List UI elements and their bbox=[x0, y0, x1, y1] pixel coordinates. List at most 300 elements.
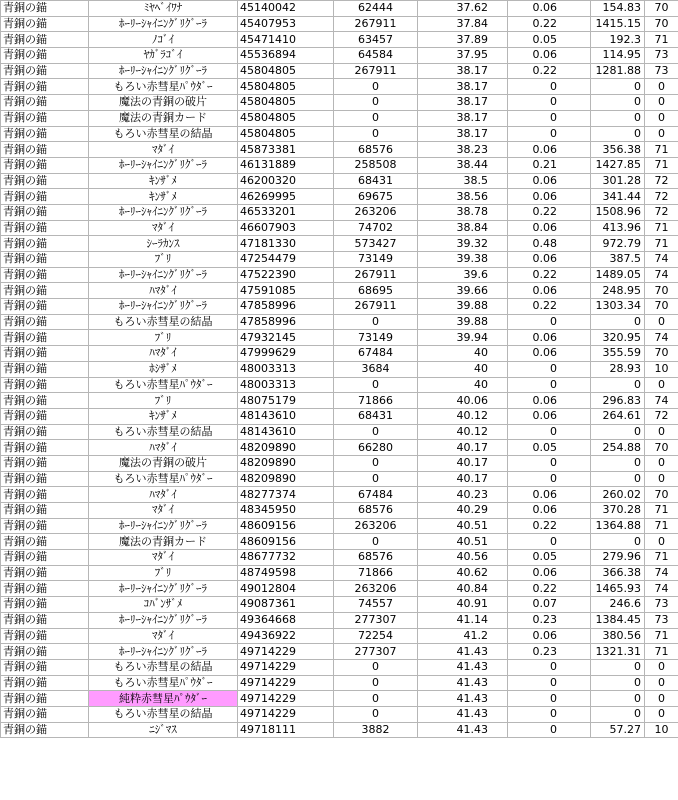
exp-gain-cell[interactable]: 573427 bbox=[334, 236, 418, 252]
exp-gain-cell[interactable]: 3684 bbox=[334, 361, 418, 377]
size-cell[interactable]: 71 bbox=[645, 550, 678, 566]
size-cell[interactable]: 0 bbox=[645, 126, 678, 142]
location-cell[interactable]: 青銅の錨 bbox=[1, 440, 89, 456]
score-cell[interactable]: 1281.88 bbox=[591, 63, 645, 79]
cumulative-exp-cell[interactable]: 47181330 bbox=[238, 236, 334, 252]
item-name-cell[interactable]: ﾊﾏﾀﾞｲ bbox=[89, 487, 238, 503]
exp-gain-cell[interactable]: 74702 bbox=[334, 220, 418, 236]
exp-gain-cell[interactable]: 258508 bbox=[334, 157, 418, 173]
level-progress-cell[interactable]: 41.2 bbox=[418, 628, 508, 644]
score-cell[interactable]: 1508.96 bbox=[591, 204, 645, 220]
cumulative-exp-cell[interactable]: 45407953 bbox=[238, 16, 334, 32]
level-progress-cell[interactable]: 40.17 bbox=[418, 471, 508, 487]
rate-cell[interactable]: 0.23 bbox=[508, 644, 591, 660]
cumulative-exp-cell[interactable]: 45804805 bbox=[238, 95, 334, 111]
cumulative-exp-cell[interactable]: 46533201 bbox=[238, 204, 334, 220]
size-cell[interactable]: 70 bbox=[645, 1, 678, 17]
rate-cell[interactable]: 0.05 bbox=[508, 440, 591, 456]
item-name-cell[interactable]: ﾎｰﾘｰｼｬｲﾆﾝｸﾞﾘｸﾞｰﾗ bbox=[89, 157, 238, 173]
cumulative-exp-cell[interactable]: 45804805 bbox=[238, 126, 334, 142]
location-cell[interactable]: 青銅の錨 bbox=[1, 644, 89, 660]
size-cell[interactable]: 0 bbox=[645, 110, 678, 126]
score-cell[interactable]: 0 bbox=[591, 95, 645, 111]
score-cell[interactable]: 1427.85 bbox=[591, 157, 645, 173]
cumulative-exp-cell[interactable]: 48677732 bbox=[238, 550, 334, 566]
exp-gain-cell[interactable]: 0 bbox=[334, 377, 418, 393]
level-progress-cell[interactable]: 38.44 bbox=[418, 157, 508, 173]
exp-gain-cell[interactable]: 73149 bbox=[334, 252, 418, 268]
level-progress-cell[interactable]: 39.88 bbox=[418, 314, 508, 330]
rate-cell[interactable]: 0 bbox=[508, 361, 591, 377]
level-progress-cell[interactable]: 38.23 bbox=[418, 142, 508, 158]
size-cell[interactable]: 73 bbox=[645, 63, 678, 79]
location-cell[interactable]: 青銅の錨 bbox=[1, 612, 89, 628]
item-name-cell[interactable]: もろい赤彗星の結晶 bbox=[89, 314, 238, 330]
item-name-cell[interactable]: ﾎｰﾘｰｼｬｲﾆﾝｸﾞﾘｸﾞｰﾗ bbox=[89, 267, 238, 283]
exp-gain-cell[interactable]: 0 bbox=[334, 79, 418, 95]
item-name-cell[interactable]: もろい赤彗星の結晶 bbox=[89, 126, 238, 142]
item-name-cell[interactable]: ｷﾝｻﾞﾒ bbox=[89, 189, 238, 205]
item-name-cell[interactable]: ﾎｰﾘｰｼｬｲﾆﾝｸﾞﾘｸﾞｰﾗ bbox=[89, 63, 238, 79]
rate-cell[interactable]: 0.06 bbox=[508, 189, 591, 205]
exp-gain-cell[interactable]: 0 bbox=[334, 126, 418, 142]
location-cell[interactable]: 青銅の錨 bbox=[1, 487, 89, 503]
level-progress-cell[interactable]: 37.95 bbox=[418, 48, 508, 64]
level-progress-cell[interactable]: 40.84 bbox=[418, 581, 508, 597]
exp-gain-cell[interactable]: 267911 bbox=[334, 63, 418, 79]
location-cell[interactable]: 青銅の錨 bbox=[1, 581, 89, 597]
item-name-cell[interactable]: ﾏﾀﾞｲ bbox=[89, 550, 238, 566]
exp-gain-cell[interactable]: 277307 bbox=[334, 612, 418, 628]
size-cell[interactable]: 74 bbox=[645, 565, 678, 581]
location-cell[interactable]: 青銅の錨 bbox=[1, 142, 89, 158]
level-progress-cell[interactable]: 37.89 bbox=[418, 32, 508, 48]
level-progress-cell[interactable]: 38.17 bbox=[418, 95, 508, 111]
size-cell[interactable]: 73 bbox=[645, 597, 678, 613]
size-cell[interactable]: 0 bbox=[645, 534, 678, 550]
score-cell[interactable]: 1465.93 bbox=[591, 581, 645, 597]
location-cell[interactable]: 青銅の錨 bbox=[1, 597, 89, 613]
cumulative-exp-cell[interactable]: 49364668 bbox=[238, 612, 334, 628]
size-cell[interactable]: 71 bbox=[645, 236, 678, 252]
size-cell[interactable]: 73 bbox=[645, 48, 678, 64]
rate-cell[interactable]: 0.06 bbox=[508, 503, 591, 519]
size-cell[interactable]: 71 bbox=[645, 503, 678, 519]
item-name-cell[interactable]: もろい赤彗星ﾊﾟｳﾀﾞｰ bbox=[89, 471, 238, 487]
exp-gain-cell[interactable]: 71866 bbox=[334, 393, 418, 409]
cumulative-exp-cell[interactable]: 47932145 bbox=[238, 330, 334, 346]
rate-cell[interactable]: 0.06 bbox=[508, 487, 591, 503]
size-cell[interactable]: 74 bbox=[645, 393, 678, 409]
size-cell[interactable]: 0 bbox=[645, 706, 678, 722]
cumulative-exp-cell[interactable]: 47999629 bbox=[238, 346, 334, 362]
exp-gain-cell[interactable]: 267911 bbox=[334, 299, 418, 315]
rate-cell[interactable]: 0 bbox=[508, 314, 591, 330]
cumulative-exp-cell[interactable]: 45471410 bbox=[238, 32, 334, 48]
exp-gain-cell[interactable]: 67484 bbox=[334, 346, 418, 362]
level-progress-cell[interactable]: 40.17 bbox=[418, 440, 508, 456]
level-progress-cell[interactable]: 37.62 bbox=[418, 1, 508, 17]
location-cell[interactable]: 青銅の錨 bbox=[1, 628, 89, 644]
exp-gain-cell[interactable]: 71866 bbox=[334, 565, 418, 581]
size-cell[interactable]: 10 bbox=[645, 361, 678, 377]
item-name-cell[interactable]: ﾎｰﾘｰｼｬｲﾆﾝｸﾞﾘｸﾞｰﾗ bbox=[89, 612, 238, 628]
cumulative-exp-cell[interactable]: 49714229 bbox=[238, 659, 334, 675]
score-cell[interactable]: 387.5 bbox=[591, 252, 645, 268]
score-cell[interactable]: 0 bbox=[591, 675, 645, 691]
score-cell[interactable]: 264.61 bbox=[591, 408, 645, 424]
location-cell[interactable]: 青銅の錨 bbox=[1, 565, 89, 581]
item-name-cell[interactable]: ｷﾝｻﾞﾒ bbox=[89, 408, 238, 424]
location-cell[interactable]: 青銅の錨 bbox=[1, 48, 89, 64]
rate-cell[interactable]: 0.06 bbox=[508, 1, 591, 17]
size-cell[interactable]: 0 bbox=[645, 377, 678, 393]
item-name-cell[interactable]: 魔法の青銅の破片 bbox=[89, 455, 238, 471]
rate-cell[interactable]: 0.06 bbox=[508, 283, 591, 299]
level-progress-cell[interactable]: 38.17 bbox=[418, 110, 508, 126]
location-cell[interactable]: 青銅の錨 bbox=[1, 95, 89, 111]
rate-cell[interactable]: 0 bbox=[508, 675, 591, 691]
exp-gain-cell[interactable]: 66280 bbox=[334, 440, 418, 456]
exp-gain-cell[interactable]: 0 bbox=[334, 706, 418, 722]
exp-gain-cell[interactable]: 277307 bbox=[334, 644, 418, 660]
rate-cell[interactable]: 0.06 bbox=[508, 173, 591, 189]
rate-cell[interactable]: 0 bbox=[508, 377, 591, 393]
level-progress-cell[interactable]: 38.17 bbox=[418, 126, 508, 142]
location-cell[interactable]: 青銅の錨 bbox=[1, 299, 89, 315]
item-name-cell[interactable]: ﾎｰﾘｰｼｬｲﾆﾝｸﾞﾘｸﾞｰﾗ bbox=[89, 518, 238, 534]
exp-gain-cell[interactable]: 62444 bbox=[334, 1, 418, 17]
exp-gain-cell[interactable]: 68576 bbox=[334, 503, 418, 519]
level-progress-cell[interactable]: 39.32 bbox=[418, 236, 508, 252]
size-cell[interactable]: 0 bbox=[645, 79, 678, 95]
location-cell[interactable]: 青銅の錨 bbox=[1, 377, 89, 393]
cumulative-exp-cell[interactable]: 48345950 bbox=[238, 503, 334, 519]
level-progress-cell[interactable]: 40.06 bbox=[418, 393, 508, 409]
rate-cell[interactable]: 0.06 bbox=[508, 330, 591, 346]
exp-gain-cell[interactable]: 72254 bbox=[334, 628, 418, 644]
score-cell[interactable]: 301.28 bbox=[591, 173, 645, 189]
cumulative-exp-cell[interactable]: 48209890 bbox=[238, 440, 334, 456]
cumulative-exp-cell[interactable]: 46131889 bbox=[238, 157, 334, 173]
location-cell[interactable]: 青銅の錨 bbox=[1, 691, 89, 707]
size-cell[interactable]: 71 bbox=[645, 32, 678, 48]
score-cell[interactable]: 1415.15 bbox=[591, 16, 645, 32]
item-name-cell[interactable]: ﾎｰﾘｰｼｬｲﾆﾝｸﾞﾘｸﾞｰﾗ bbox=[89, 299, 238, 315]
size-cell[interactable]: 0 bbox=[645, 314, 678, 330]
size-cell[interactable]: 0 bbox=[645, 455, 678, 471]
item-name-cell[interactable]: ﾏﾀﾞｲ bbox=[89, 220, 238, 236]
location-cell[interactable]: 青銅の錨 bbox=[1, 550, 89, 566]
rate-cell[interactable]: 0 bbox=[508, 722, 591, 738]
score-cell[interactable]: 246.6 bbox=[591, 597, 645, 613]
score-cell[interactable]: 1489.05 bbox=[591, 267, 645, 283]
cumulative-exp-cell[interactable]: 48143610 bbox=[238, 424, 334, 440]
size-cell[interactable]: 0 bbox=[645, 424, 678, 440]
item-name-cell[interactable]: ﾊﾏﾀﾞｲ bbox=[89, 283, 238, 299]
location-cell[interactable]: 青銅の錨 bbox=[1, 204, 89, 220]
location-cell[interactable]: 青銅の錨 bbox=[1, 283, 89, 299]
size-cell[interactable]: 71 bbox=[645, 644, 678, 660]
cumulative-exp-cell[interactable]: 49714229 bbox=[238, 706, 334, 722]
score-cell[interactable]: 28.93 bbox=[591, 361, 645, 377]
score-cell[interactable]: 370.28 bbox=[591, 503, 645, 519]
score-cell[interactable]: 57.27 bbox=[591, 722, 645, 738]
level-progress-cell[interactable]: 41.43 bbox=[418, 659, 508, 675]
level-progress-cell[interactable]: 40.12 bbox=[418, 424, 508, 440]
exp-gain-cell[interactable]: 63457 bbox=[334, 32, 418, 48]
rate-cell[interactable]: 0.06 bbox=[508, 252, 591, 268]
rate-cell[interactable]: 0.06 bbox=[508, 142, 591, 158]
level-progress-cell[interactable]: 40.56 bbox=[418, 550, 508, 566]
exp-gain-cell[interactable]: 267911 bbox=[334, 16, 418, 32]
size-cell[interactable]: 71 bbox=[645, 157, 678, 173]
exp-gain-cell[interactable]: 0 bbox=[334, 424, 418, 440]
level-progress-cell[interactable]: 40.29 bbox=[418, 503, 508, 519]
size-cell[interactable]: 74 bbox=[645, 330, 678, 346]
level-progress-cell[interactable]: 40.91 bbox=[418, 597, 508, 613]
score-cell[interactable]: 0 bbox=[591, 314, 645, 330]
cumulative-exp-cell[interactable]: 45804805 bbox=[238, 79, 334, 95]
exp-gain-cell[interactable]: 0 bbox=[334, 110, 418, 126]
level-progress-cell[interactable]: 40.51 bbox=[418, 518, 508, 534]
size-cell[interactable]: 0 bbox=[645, 675, 678, 691]
size-cell[interactable]: 72 bbox=[645, 408, 678, 424]
level-progress-cell[interactable]: 41.14 bbox=[418, 612, 508, 628]
item-name-cell[interactable]: 魔法の青銅の破片 bbox=[89, 95, 238, 111]
score-cell[interactable]: 366.38 bbox=[591, 565, 645, 581]
rate-cell[interactable]: 0.05 bbox=[508, 32, 591, 48]
item-name-cell[interactable]: ﾆｼﾞﾏｽ bbox=[89, 722, 238, 738]
score-cell[interactable]: 380.56 bbox=[591, 628, 645, 644]
rate-cell[interactable]: 0.06 bbox=[508, 48, 591, 64]
score-cell[interactable]: 1364.88 bbox=[591, 518, 645, 534]
level-progress-cell[interactable]: 38.56 bbox=[418, 189, 508, 205]
score-cell[interactable]: 0 bbox=[591, 110, 645, 126]
location-cell[interactable]: 青銅の錨 bbox=[1, 408, 89, 424]
rate-cell[interactable]: 0.22 bbox=[508, 299, 591, 315]
size-cell[interactable]: 0 bbox=[645, 659, 678, 675]
item-name-cell[interactable]: もろい赤彗星の結晶 bbox=[89, 659, 238, 675]
cumulative-exp-cell[interactable]: 45804805 bbox=[238, 63, 334, 79]
level-progress-cell[interactable]: 40 bbox=[418, 346, 508, 362]
score-cell[interactable]: 1303.34 bbox=[591, 299, 645, 315]
location-cell[interactable]: 青銅の錨 bbox=[1, 424, 89, 440]
level-progress-cell[interactable]: 40.12 bbox=[418, 408, 508, 424]
rate-cell[interactable]: 0.21 bbox=[508, 157, 591, 173]
item-name-cell[interactable]: ｼｰﾗｶﾝｽ bbox=[89, 236, 238, 252]
exp-gain-cell[interactable]: 3882 bbox=[334, 722, 418, 738]
score-cell[interactable]: 341.44 bbox=[591, 189, 645, 205]
exp-gain-cell[interactable]: 74557 bbox=[334, 597, 418, 613]
location-cell[interactable]: 青銅の錨 bbox=[1, 455, 89, 471]
score-cell[interactable]: 0 bbox=[591, 79, 645, 95]
exp-gain-cell[interactable]: 64584 bbox=[334, 48, 418, 64]
score-cell[interactable]: 296.83 bbox=[591, 393, 645, 409]
exp-gain-cell[interactable]: 0 bbox=[334, 314, 418, 330]
cumulative-exp-cell[interactable]: 49718111 bbox=[238, 722, 334, 738]
rate-cell[interactable]: 0.06 bbox=[508, 346, 591, 362]
level-progress-cell[interactable]: 37.84 bbox=[418, 16, 508, 32]
item-name-cell[interactable]: 魔法の青銅カード bbox=[89, 110, 238, 126]
rate-cell[interactable]: 0 bbox=[508, 95, 591, 111]
location-cell[interactable]: 青銅の錨 bbox=[1, 534, 89, 550]
rate-cell[interactable]: 0 bbox=[508, 659, 591, 675]
location-cell[interactable]: 青銅の錨 bbox=[1, 346, 89, 362]
rate-cell[interactable]: 0.06 bbox=[508, 565, 591, 581]
score-cell[interactable]: 0 bbox=[591, 424, 645, 440]
rate-cell[interactable]: 0 bbox=[508, 110, 591, 126]
score-cell[interactable]: 972.79 bbox=[591, 236, 645, 252]
location-cell[interactable]: 青銅の錨 bbox=[1, 518, 89, 534]
rate-cell[interactable]: 0.48 bbox=[508, 236, 591, 252]
exp-gain-cell[interactable]: 0 bbox=[334, 534, 418, 550]
rate-cell[interactable]: 0.22 bbox=[508, 518, 591, 534]
size-cell[interactable]: 0 bbox=[645, 471, 678, 487]
level-progress-cell[interactable]: 41.43 bbox=[418, 706, 508, 722]
score-cell[interactable]: 0 bbox=[591, 691, 645, 707]
size-cell[interactable]: 70 bbox=[645, 283, 678, 299]
score-cell[interactable]: 248.95 bbox=[591, 283, 645, 299]
level-progress-cell[interactable]: 41.43 bbox=[418, 675, 508, 691]
location-cell[interactable]: 青銅の錨 bbox=[1, 1, 89, 17]
exp-gain-cell[interactable]: 0 bbox=[334, 691, 418, 707]
location-cell[interactable]: 青銅の錨 bbox=[1, 503, 89, 519]
size-cell[interactable]: 71 bbox=[645, 628, 678, 644]
size-cell[interactable]: 10 bbox=[645, 722, 678, 738]
rate-cell[interactable]: 0 bbox=[508, 471, 591, 487]
level-progress-cell[interactable]: 41.43 bbox=[418, 644, 508, 660]
location-cell[interactable]: 青銅の錨 bbox=[1, 126, 89, 142]
level-progress-cell[interactable]: 38.17 bbox=[418, 79, 508, 95]
exp-gain-cell[interactable]: 73149 bbox=[334, 330, 418, 346]
item-name-cell[interactable]: もろい赤彗星の結晶 bbox=[89, 424, 238, 440]
rate-cell[interactable]: 0 bbox=[508, 706, 591, 722]
level-progress-cell[interactable]: 39.94 bbox=[418, 330, 508, 346]
score-cell[interactable]: 0 bbox=[591, 455, 645, 471]
score-cell[interactable]: 0 bbox=[591, 377, 645, 393]
cumulative-exp-cell[interactable]: 48003313 bbox=[238, 361, 334, 377]
item-name-cell[interactable]: もろい赤彗星ﾊﾟｳﾀﾞｰ bbox=[89, 675, 238, 691]
level-progress-cell[interactable]: 39.38 bbox=[418, 252, 508, 268]
rate-cell[interactable]: 0.05 bbox=[508, 550, 591, 566]
rate-cell[interactable]: 0 bbox=[508, 691, 591, 707]
item-name-cell[interactable]: ｷﾝｻﾞﾒ bbox=[89, 173, 238, 189]
cumulative-exp-cell[interactable]: 48209890 bbox=[238, 455, 334, 471]
rate-cell[interactable]: 0.23 bbox=[508, 612, 591, 628]
level-progress-cell[interactable]: 40.62 bbox=[418, 565, 508, 581]
cumulative-exp-cell[interactable]: 49714229 bbox=[238, 675, 334, 691]
cumulative-exp-cell[interactable]: 48209890 bbox=[238, 471, 334, 487]
location-cell[interactable]: 青銅の錨 bbox=[1, 173, 89, 189]
level-progress-cell[interactable]: 39.88 bbox=[418, 299, 508, 315]
exp-gain-cell[interactable]: 0 bbox=[334, 95, 418, 111]
location-cell[interactable]: 青銅の錨 bbox=[1, 110, 89, 126]
location-cell[interactable]: 青銅の錨 bbox=[1, 361, 89, 377]
location-cell[interactable]: 青銅の錨 bbox=[1, 79, 89, 95]
item-name-cell[interactable]: ﾊﾏﾀﾞｲ bbox=[89, 346, 238, 362]
rate-cell[interactable]: 0 bbox=[508, 79, 591, 95]
item-name-cell[interactable]: ﾎｰﾘｰｼｬｲﾆﾝｸﾞﾘｸﾞｰﾗ bbox=[89, 16, 238, 32]
item-name-cell[interactable]: もろい赤彗星の結晶 bbox=[89, 706, 238, 722]
cumulative-exp-cell[interactable]: 45804805 bbox=[238, 110, 334, 126]
exp-gain-cell[interactable]: 68695 bbox=[334, 283, 418, 299]
cumulative-exp-cell[interactable]: 48277374 bbox=[238, 487, 334, 503]
item-name-cell[interactable]: もろい赤彗星ﾊﾟｳﾀﾞｰ bbox=[89, 79, 238, 95]
cumulative-exp-cell[interactable]: 47254479 bbox=[238, 252, 334, 268]
score-cell[interactable]: 1321.31 bbox=[591, 644, 645, 660]
cumulative-exp-cell[interactable]: 45536894 bbox=[238, 48, 334, 64]
cumulative-exp-cell[interactable]: 48749598 bbox=[238, 565, 334, 581]
location-cell[interactable]: 青銅の錨 bbox=[1, 267, 89, 283]
score-cell[interactable]: 114.95 bbox=[591, 48, 645, 64]
rate-cell[interactable]: 0.07 bbox=[508, 597, 591, 613]
rate-cell[interactable]: 0.22 bbox=[508, 16, 591, 32]
item-name-cell[interactable]: ﾏﾀﾞｲ bbox=[89, 142, 238, 158]
cumulative-exp-cell[interactable]: 48609156 bbox=[238, 534, 334, 550]
cumulative-exp-cell[interactable]: 49012804 bbox=[238, 581, 334, 597]
rate-cell[interactable]: 0 bbox=[508, 126, 591, 142]
location-cell[interactable]: 青銅の錨 bbox=[1, 16, 89, 32]
cumulative-exp-cell[interactable]: 48003313 bbox=[238, 377, 334, 393]
item-name-cell[interactable]: 純粋赤彗星ﾊﾟｳﾀﾞｰ bbox=[89, 691, 238, 707]
location-cell[interactable]: 青銅の錨 bbox=[1, 252, 89, 268]
score-cell[interactable]: 0 bbox=[591, 126, 645, 142]
size-cell[interactable]: 72 bbox=[645, 189, 678, 205]
exp-gain-cell[interactable]: 263206 bbox=[334, 518, 418, 534]
level-progress-cell[interactable]: 40 bbox=[418, 377, 508, 393]
location-cell[interactable]: 青銅の錨 bbox=[1, 236, 89, 252]
cumulative-exp-cell[interactable]: 47858996 bbox=[238, 314, 334, 330]
exp-gain-cell[interactable]: 68576 bbox=[334, 142, 418, 158]
location-cell[interactable]: 青銅の錨 bbox=[1, 314, 89, 330]
size-cell[interactable]: 71 bbox=[645, 220, 678, 236]
size-cell[interactable]: 74 bbox=[645, 267, 678, 283]
exp-gain-cell[interactable]: 263206 bbox=[334, 581, 418, 597]
score-cell[interactable]: 1384.45 bbox=[591, 612, 645, 628]
cumulative-exp-cell[interactable]: 49436922 bbox=[238, 628, 334, 644]
rate-cell[interactable]: 0.22 bbox=[508, 267, 591, 283]
size-cell[interactable]: 0 bbox=[645, 95, 678, 111]
cumulative-exp-cell[interactable]: 47858996 bbox=[238, 299, 334, 315]
level-progress-cell[interactable]: 38.5 bbox=[418, 173, 508, 189]
size-cell[interactable]: 74 bbox=[645, 252, 678, 268]
item-name-cell[interactable]: もろい赤彗星ﾊﾟｳﾀﾞｰ bbox=[89, 377, 238, 393]
size-cell[interactable]: 72 bbox=[645, 173, 678, 189]
item-name-cell[interactable]: ﾏﾀﾞｲ bbox=[89, 503, 238, 519]
item-name-cell[interactable]: ﾉｺﾞｲ bbox=[89, 32, 238, 48]
size-cell[interactable]: 70 bbox=[645, 16, 678, 32]
cumulative-exp-cell[interactable]: 48609156 bbox=[238, 518, 334, 534]
rate-cell[interactable]: 0.06 bbox=[508, 628, 591, 644]
cumulative-exp-cell[interactable]: 46200320 bbox=[238, 173, 334, 189]
level-progress-cell[interactable]: 39.66 bbox=[418, 283, 508, 299]
score-cell[interactable]: 0 bbox=[591, 534, 645, 550]
score-cell[interactable]: 320.95 bbox=[591, 330, 645, 346]
level-progress-cell[interactable]: 40.51 bbox=[418, 534, 508, 550]
exp-gain-cell[interactable]: 0 bbox=[334, 659, 418, 675]
location-cell[interactable]: 青銅の錨 bbox=[1, 393, 89, 409]
cumulative-exp-cell[interactable]: 47591085 bbox=[238, 283, 334, 299]
location-cell[interactable]: 青銅の錨 bbox=[1, 220, 89, 236]
item-name-cell[interactable]: ﾌﾞﾘ bbox=[89, 330, 238, 346]
size-cell[interactable]: 71 bbox=[645, 142, 678, 158]
level-progress-cell[interactable]: 41.43 bbox=[418, 691, 508, 707]
score-cell[interactable]: 0 bbox=[591, 706, 645, 722]
rate-cell[interactable]: 0.06 bbox=[508, 393, 591, 409]
level-progress-cell[interactable]: 40.23 bbox=[418, 487, 508, 503]
rate-cell[interactable]: 0.06 bbox=[508, 220, 591, 236]
